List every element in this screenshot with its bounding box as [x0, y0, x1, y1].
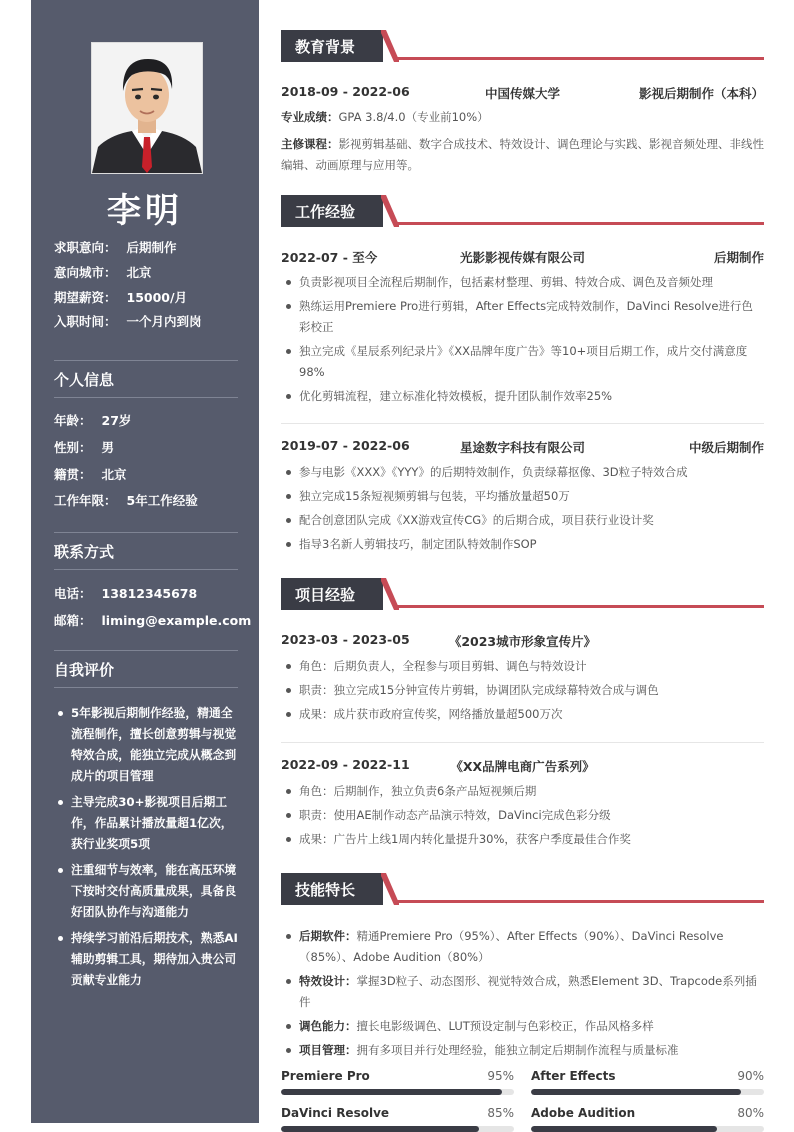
work-header [281, 195, 764, 227]
section-title: 教育背景 [295, 38, 356, 56]
project-name: 《2023城市形象宣传片》 [448, 634, 597, 649]
self-eval-list [54, 703, 244, 996]
list-item: 注重细节与效率，能在高压环境下按时交付高质量成果，具备良好团队协作与沟通能力 [54, 860, 244, 923]
list-item: 优化剪辑流程，建立标准化特效模板，提升团队制作效率25% [281, 386, 764, 407]
list-item: 成果：成片获市政府宣传奖，网络播放量超500万次 [281, 704, 764, 725]
self-eval-title: 自我评价 [54, 661, 115, 679]
contact-title: 联系方式 [54, 543, 115, 561]
personal-years: 工作年限： 5年工作经验 [54, 493, 198, 508]
list-item: 熟练运用Premiere Pro进行剪辑，After Effects完成特效制作，DaVinci Resolve进行色彩校正 [281, 296, 764, 338]
personal-info-title: 个人信息 [54, 371, 115, 389]
sidebar-divider [54, 569, 238, 570]
list-item: 独立完成15条短视频剪辑与包装，平均播放量超50万 [281, 486, 764, 507]
education-period: 2018-09 - 2022-06 [281, 84, 410, 99]
list-item: 角色：后期负责人，全程参与项目剪辑、调色与特效设计 [281, 656, 764, 677]
project-details [281, 656, 764, 728]
list-item: 负责影视项目全流程后期制作，包括素材整理、剪辑、特效合成、调色及音频处理 [281, 272, 764, 293]
skill-bar-audition: Adobe Audition 80% [531, 1106, 764, 1120]
skill-bar-fill [281, 1089, 502, 1095]
job-period: 2022-07 - 至今 [281, 250, 378, 265]
list-item: 调色能力：擅长电影级调色、LUT预设定制与色彩校正，作品风格多样 [281, 1016, 764, 1037]
intent-start: 入职时间： 一个月内到岗 [54, 314, 202, 329]
contact-email: 邮箱： liming@example.com [54, 613, 252, 628]
project-name: 《XX品牌电商广告系列》 [450, 759, 595, 774]
skill-bar-fill [531, 1126, 717, 1132]
skill-bar-fill [281, 1126, 479, 1132]
project-period: 2022-09 - 2022-11 [281, 757, 410, 772]
skill-bar-davinci: DaVinci Resolve 85% [281, 1106, 514, 1120]
sidebar-divider [54, 687, 238, 688]
list-item: 指导3名新人剪辑技巧，制定团队特效制作SOP [281, 534, 764, 555]
job-company: 光影影视传媒有限公司 [459, 250, 585, 265]
job-company: 星途数字科技有限公司 [459, 440, 585, 455]
list-item: 角色：后期制作，独立负责6条产品短视频后期 [281, 781, 764, 802]
sidebar-divider [54, 650, 238, 651]
list-item: 项目管理：拥有多项目并行处理经验，能独立制定后期制作流程与质量标准 [281, 1040, 764, 1061]
education-major: 影视后期制作（本科） [638, 86, 764, 101]
project-details [281, 781, 764, 853]
list-item: 职责：使用AE制作动态产品演示特效，DaVinci完成色彩分级 [281, 805, 764, 826]
section-title: 技能特长 [295, 881, 356, 899]
personal-origin: 籍贯： 北京 [54, 467, 127, 482]
job-duties [281, 272, 764, 410]
list-item: 独立完成《星辰系列纪录片》《XX品牌年度广告》等10+项目后期工作，成片交付满意度98% [281, 341, 764, 383]
skill-bar-fill [531, 1089, 741, 1095]
list-item: 5年影视后期制作经验，精通全流程制作，擅长创意剪辑与视觉特效合成，能独立完成从概念到成片的项目管理 [54, 703, 244, 787]
personal-age: 年龄： 27岁 [54, 413, 132, 428]
sidebar-divider [54, 532, 238, 533]
list-item: 职责：独立完成15分钟宣传片剪辑，协调团队完成绿幕特效合成与调色 [281, 680, 764, 701]
projects-header [281, 578, 764, 610]
skill-bar-premiere: Premiere Pro 95% [281, 1069, 514, 1083]
job-role: 后期制作 [713, 250, 764, 265]
divider [281, 742, 764, 743]
project-period: 2023-03 - 2023-05 [281, 632, 410, 647]
skill-bar-after-effects: After Effects 90% [531, 1069, 764, 1083]
list-item: 主导完成30+影视项目后期工作，作品累计播放量超1亿次，获行业奖项5项 [54, 792, 244, 855]
intent-salary: 期望薪资： 15000/月 [54, 290, 188, 305]
skills-header [281, 873, 764, 905]
education-school: 中国传媒大学 [484, 86, 560, 101]
job-role: 中级后期制作 [688, 440, 764, 455]
list-item: 配合创意团队完成《XX游戏宣传CG》的后期合成，项目获行业设计奖 [281, 510, 764, 531]
list-item: 后期软件：精通Premiere Pro（95%）、After Effects（90%）、DaVinci Resolve（85%）、Adobe Audition（80%） [281, 926, 764, 968]
intent-city: 意向城市： 北京 [54, 265, 152, 280]
list-item: 持续学习前沿后期技术，熟悉AI辅助剪辑工具，期待加入贵公司贡献专业能力 [54, 928, 244, 991]
candidate-name: 李明 [107, 191, 183, 231]
list-item: 特效设计：掌握3D粒子、动态图形、视觉特效合成，熟悉Element 3D、Trapcode系列插件 [281, 971, 764, 1013]
divider [281, 423, 764, 424]
education-header [281, 30, 764, 62]
education-courses: 主修课程：影视剪辑基础、数字合成技术、特效设计、调色理论与实践、影视音频处理、非线性编辑、动画原理与应用等。 [281, 137, 764, 172]
sidebar-divider [54, 360, 238, 361]
list-item: 参与电影《XXX》《YYY》的后期特效制作，负责绿幕抠像、3D粒子特效合成 [281, 462, 764, 483]
education-score: 专业成绩：GPA 3.8/4.0（专业前10%） [281, 110, 489, 124]
personal-gender: 性别： 男 [54, 440, 115, 455]
contact-phone: 电话： 13812345678 [54, 586, 198, 601]
intent-position: 求职意向： 后期制作 [54, 240, 177, 255]
list-item: 成果：广告片上线1周内转化量提升30%，获客户季度最佳合作奖 [281, 829, 764, 850]
profile-photo [91, 42, 203, 174]
sidebar [31, 0, 259, 1123]
sidebar-divider [54, 397, 238, 398]
skills-list [281, 926, 764, 1064]
job-period: 2019-07 - 2022-06 [281, 438, 410, 453]
section-title: 项目经验 [295, 586, 356, 604]
section-title: 工作经验 [295, 203, 356, 221]
job-duties [281, 462, 764, 558]
